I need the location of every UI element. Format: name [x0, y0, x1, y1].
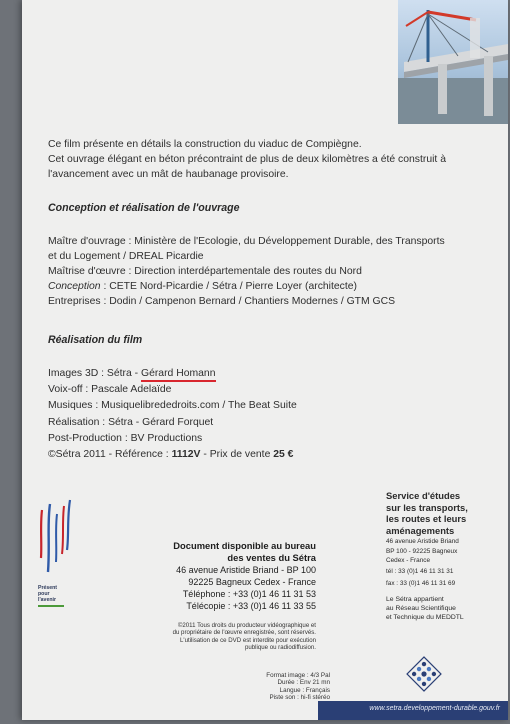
- service-title-4: aménagements: [386, 524, 455, 536]
- logo-caption-1: Présent: [38, 585, 58, 591]
- conception-section: [48, 234, 445, 309]
- document-line-1: Document disponible au bureau: [173, 540, 316, 551]
- images-name: Gérard Homann: [141, 368, 216, 382]
- service-network: [386, 595, 496, 622]
- service-tel: tél : 33 (0)1 46 11 31 31: [386, 567, 454, 575]
- viaduct-photo: [398, 0, 508, 124]
- document-phone: Téléphone : +33 (0)1 46 11 31 53: [182, 589, 316, 599]
- conception-label: Conception: [48, 281, 101, 292]
- copyright-line-2: du propriétaire de l'œuvre enregistrée, sont réservés.: [172, 629, 316, 637]
- service-title-1: Service d'études: [386, 490, 461, 501]
- reference-code: 1112V: [171, 449, 201, 461]
- format-image: Format image : 4/3 Pal: [266, 672, 330, 679]
- format-langue: Langue : Français: [279, 686, 330, 694]
- conception-line: [48, 279, 445, 294]
- document-fax: Télécopie : +33 (0)1 46 11 33 55: [186, 601, 316, 611]
- reference-price: 25 €: [273, 449, 294, 461]
- setra-emblem-icon: [404, 654, 444, 694]
- voix-off: Voix-off : Pascale Adelaïde: [48, 384, 172, 396]
- service-title-2: sur les transports,: [386, 501, 468, 513]
- intro-line-2: Cet ouvrage élégant en béton précontraint de plus de deux kilomètres a été construit à: [48, 154, 446, 165]
- logo-caption-2: pour: [38, 591, 50, 597]
- document-line-2: des ventes du Sétra: [227, 552, 316, 563]
- intro-line-1: Ce film présente en détails la construction du viaduc de Compiègne.: [48, 139, 362, 150]
- setra-service-block: [386, 490, 496, 622]
- images-3d-line: [48, 366, 297, 382]
- copyright-line-4: publique ou radiodiffusion.: [244, 644, 316, 652]
- images-label: Images 3D : Sétra -: [48, 368, 141, 379]
- format-piste: Piste son : hi-fi stéréo: [269, 694, 330, 702]
- conception-value: : CETE Nord-Picardie / Sétra / Pierre Loyer (architecte): [100, 281, 357, 292]
- entreprises: Entreprises : Dodin / Campenon Bernard / Chantiers Modernes / GTM GCS: [48, 296, 396, 307]
- conception-heading: Conception et réalisation de l'ouvrage: [48, 202, 240, 214]
- intro-paragraph: [48, 137, 446, 182]
- document-availability: [140, 540, 316, 612]
- copyright-line-3: L'utilisation de ce DVD est interdite pour exécution: [180, 636, 316, 644]
- document-line-4: 92225 Bagneux Cedex - France: [188, 577, 316, 587]
- service-network-1: Le Sétra appartient: [386, 595, 444, 603]
- maitrise-oeuvre: Maîtrise d'œuvre : Direction interdépartementale des routes du Nord: [48, 266, 362, 277]
- website-url-bar: [318, 701, 508, 720]
- service-fax: fax : 33 (0)1 46 11 31 69: [386, 579, 456, 587]
- reference-line: [48, 447, 297, 463]
- logo-caption: [38, 585, 64, 607]
- copyright-notice: [122, 622, 316, 652]
- service-address-3: Cedex - France: [386, 557, 431, 564]
- document-line-3: 46 avenue Aristide Briand - BP 100: [176, 565, 316, 575]
- format-info: [218, 672, 330, 702]
- musiques: Musiques : Musiquelibrededroits.com / The Beat Suite: [48, 400, 297, 412]
- realisation-heading: Réalisation du film: [48, 334, 143, 346]
- realisation-line: Réalisation : Sétra - Gérard Forquet: [48, 416, 214, 428]
- format-duree: Durée : Env 21 mn: [277, 679, 330, 687]
- service-network-2: au Réseau Scientifique: [386, 604, 456, 612]
- service-address: [386, 537, 496, 566]
- realisation-section: [48, 366, 297, 463]
- reference-prefix: ©Sétra 2011 - Référence :: [48, 449, 172, 461]
- service-title-3: les routes et leurs: [386, 513, 467, 524]
- website-url[interactable]: www.setra.developpement-durable.gouv.fr: [369, 705, 500, 712]
- reference-mid: - Prix de vente: [200, 449, 274, 461]
- post-production: Post-Production : BV Productions: [48, 432, 203, 444]
- copyright-line-1: ©2011 Tous droits du producteur vidéographique et: [177, 622, 316, 629]
- service-address-2: BP 100 - 92225 Bagneux: [386, 547, 458, 555]
- intro-line-3: l'avancement avec un mât de haubanage provisoire.: [48, 169, 289, 180]
- logo-green-rule: [38, 605, 64, 607]
- maitre-ouvrage-line-1: Maître d'ouvrage : Ministère de l'Ecologie, du Développement Durable, des Transports: [48, 236, 445, 247]
- logo-caption-3: l'avenir: [38, 597, 56, 603]
- dvd-back-cover: [22, 0, 508, 720]
- maitre-ouvrage-line-2: et du Logement / DREAL Picardie: [48, 251, 204, 262]
- service-address-1: 46 avenue Aristide Briand: [386, 538, 459, 545]
- service-network-3: et Technique du MEDDTL: [386, 613, 464, 621]
